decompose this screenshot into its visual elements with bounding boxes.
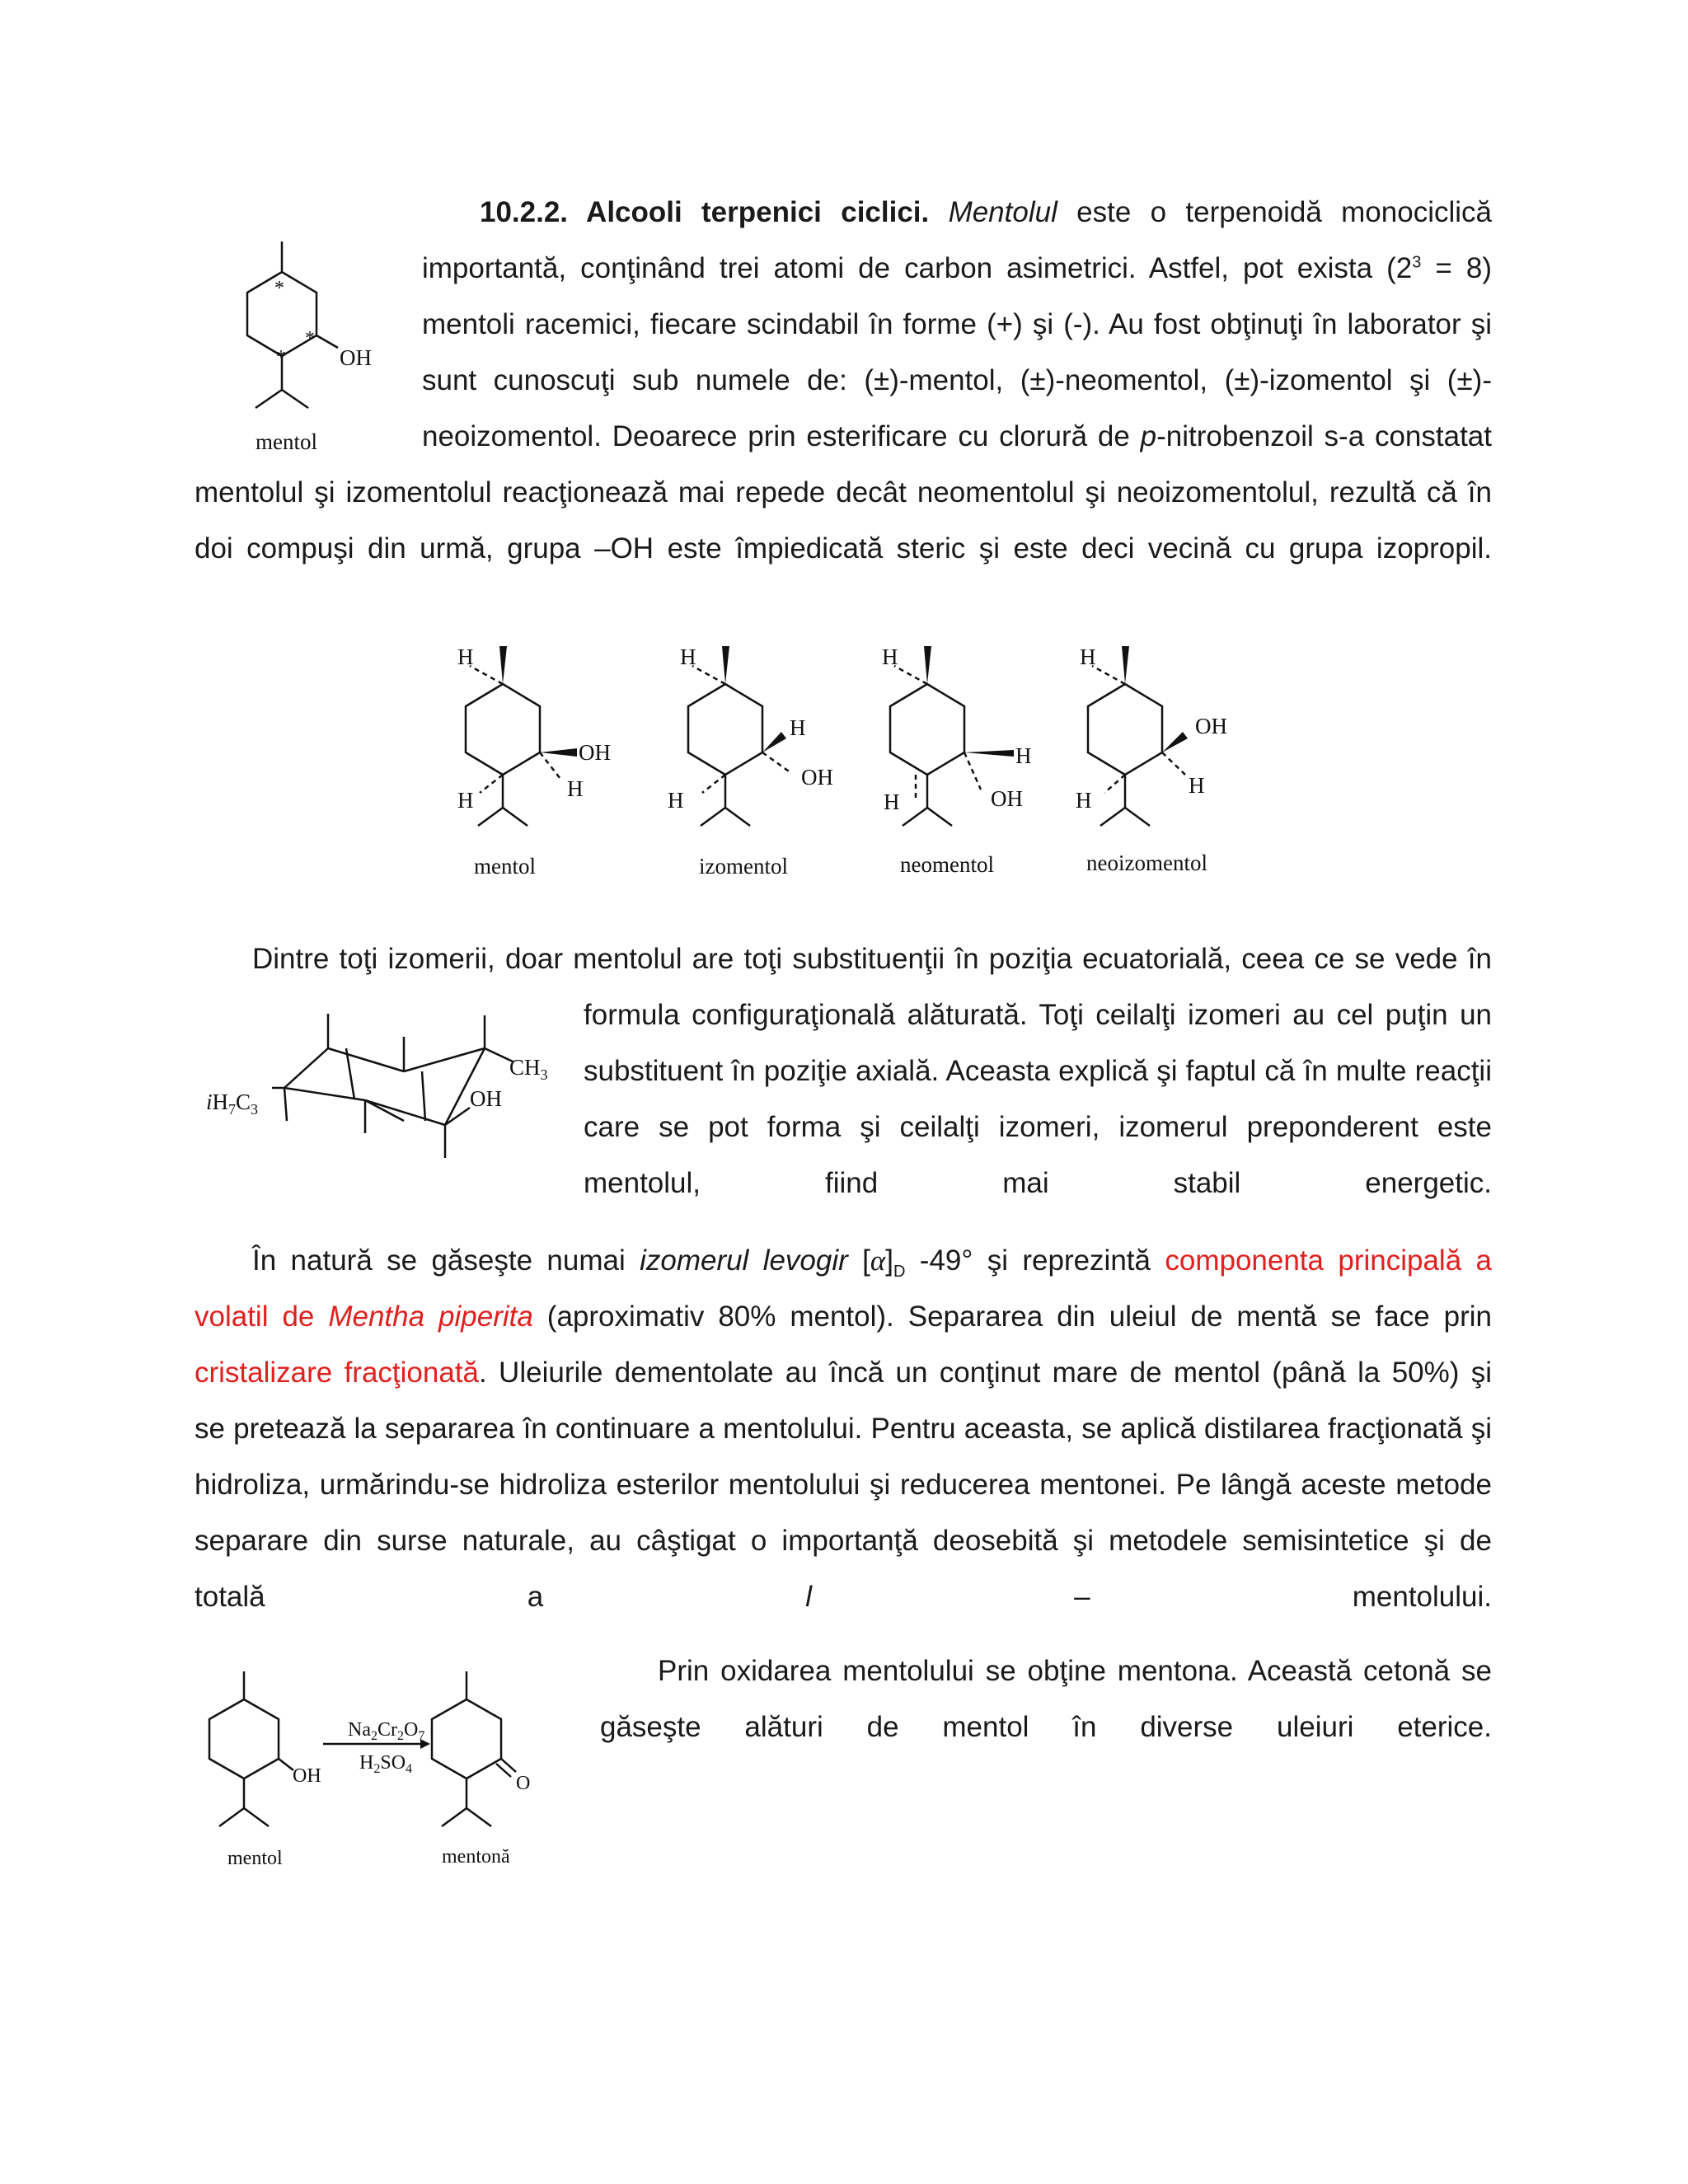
oh-label: OH (801, 765, 833, 790)
paragraph-line: mentolul, fiind mai stabil energetic. (584, 1167, 1492, 1199)
asterisk-mark: * (305, 328, 315, 349)
oh-label: OH (991, 786, 1023, 811)
paragraph-line: se pretează la separarea în continuare a mentolului. Pentru aceasta, se aplică distilarea fracţionată şi (195, 1413, 1492, 1445)
mentol-isomer (457, 644, 611, 879)
paragraph-line (422, 185, 1492, 241)
paragraph-line: separare din surse naturale, au câştigat o importanţă deosebită şi metodele semisintetice şi de (195, 1525, 1492, 1557)
o-label: O (516, 1773, 531, 1794)
text-run: importantă, conţinând trei atomi de carbon asimetrici. Astfel, pot exista (2 (422, 252, 1413, 284)
menthol-structure-figure (223, 235, 387, 474)
paragraph-line: hidroliza, urmărindu-se hidroliza esterilor mentolului şi reducerea mentonei. Pe lângă aceste metode (195, 1469, 1492, 1501)
text-run: = 8) (1435, 252, 1492, 284)
section-heading: 10.2.2. Alcooli terpenici ciclici. (480, 196, 930, 228)
reagent-bottom: $H_2SO_4$ (359, 1752, 413, 1776)
ch3-label: $CH_3$ (509, 1055, 548, 1083)
h-label: H (457, 788, 474, 813)
highlight-red: cristalizare fracţionată (195, 1357, 480, 1389)
paragraph-4 (600, 1643, 1492, 1755)
stereoisomers-figure (445, 635, 1253, 890)
paragraph-line (195, 1345, 1492, 1401)
oh-label: OH (579, 740, 611, 765)
paragraph-line (195, 1569, 1492, 1625)
term-mentolul: Mentolul (948, 196, 1057, 228)
oxidation-reaction-figure (198, 1657, 577, 1887)
h-label: H (790, 715, 806, 740)
highlight-red: componenta principală a (1165, 1244, 1492, 1277)
paragraph-line: formula configuraţională alăturată. Toţi ceilalţi izomeri au cel puţin un (584, 999, 1492, 1031)
isomer-caption: neomentol (900, 852, 994, 877)
h-label: H (1015, 743, 1032, 768)
h-label: H (1080, 644, 1096, 669)
product-caption: mentonă (442, 1846, 510, 1868)
text-run: totală a (195, 1581, 806, 1613)
text-run: [ (847, 1244, 870, 1277)
highlight-red-italic: Mentha piperita (328, 1301, 533, 1333)
h-label: H (884, 790, 900, 814)
paragraph-line: care se pot forma şi ceilalţi izomeri, izomerul preponderent este (584, 1111, 1492, 1143)
paragraph-line: substituent în poziţie axială. Aceasta explică şi faptul că în multe reacţii (584, 1055, 1492, 1087)
paragraph-line: mentoli racemici, fiecare scindabil în forme (+) şi (-). Au fost obţinuţi în laborator şi (422, 308, 1492, 340)
text-run: neoizomentol. Deoarece prin esterificare cu clorură de (422, 420, 1141, 452)
oh-label: OH (470, 1086, 502, 1111)
paragraph-3 (195, 1233, 1492, 1625)
subscript: D (893, 1263, 906, 1281)
text-run: (aproximativ 80% mentol). Separarea din uleiul de mentă se face prin (532, 1301, 1492, 1333)
oh-label: OH (1195, 714, 1227, 738)
chair-conformation-figure (198, 1005, 560, 1170)
italic-run: izomerul levogir (640, 1244, 848, 1277)
asterisk-mark: * (276, 347, 286, 368)
oh-label: OH (293, 1765, 321, 1787)
h-label: H (457, 644, 474, 669)
paragraph-line: Dintre toţi izomerii, doar mentolul are toţi substituenţii în poziţia ecuatorială, ceea ce se vede în (252, 943, 1492, 975)
h-label: H (668, 788, 684, 813)
alpha-symbol: α (870, 1244, 886, 1277)
superscript: 3 (1412, 253, 1422, 272)
h-label: H (1189, 773, 1205, 798)
section-paragraph-1 (422, 185, 1492, 465)
h-label: H (680, 644, 696, 669)
paragraph-line: doi compuşi din urmă, grupa –OH este împiedicată steric şi este deci vecină cu grupa izopropil. (195, 532, 1492, 565)
section-paragraph-1-cont (195, 465, 1492, 577)
paragraph-line: Prin oxidarea mentolului se obţine mentona. Această cetonă se (658, 1655, 1492, 1687)
isomer-caption: izomentol (699, 854, 788, 879)
text-run: ] (885, 1244, 893, 1277)
paragraph-line: sunt cunoscuţi sub numele de: (±)-mentol, (±)-neomentol, (±)-izomentol şi (±)- (422, 364, 1492, 396)
paragraph-line (195, 1233, 1492, 1289)
isopropyl-label: $iH_7C_3$ (206, 1090, 259, 1118)
paragraph-line: găseşte alături de mentol în diverse uleiuri eterice. (600, 1711, 1492, 1743)
isomer-caption: neoizomentol (1086, 851, 1207, 875)
h-label: H (1076, 788, 1092, 813)
isomer-caption: mentol (474, 854, 536, 879)
paragraph-line (195, 1289, 1492, 1345)
h-label: H (567, 776, 584, 801)
izomentol-isomer (668, 644, 833, 879)
italic-p: p (1140, 420, 1157, 452)
asterisk-mark: * (274, 278, 284, 299)
text-run: În natură se găseşte numai (252, 1244, 640, 1277)
text-run: este o terpenoidă monociclică (1057, 196, 1492, 228)
paragraph-line: mentolul şi izomentolul reacţionează mai repede decât neomentolul şi neoizomentolul, rezultă că în (195, 476, 1492, 509)
h-label: H (882, 644, 898, 669)
highlight-red: volatil de (195, 1301, 329, 1333)
oh-label: OH (340, 345, 372, 370)
paragraph-line (422, 241, 1492, 297)
figure-caption: mentol (256, 429, 317, 454)
italic-run: l (805, 1581, 813, 1613)
reagent-top: $Na_2Cr_2O_7$ (348, 1719, 425, 1743)
paragraph-2-first-line (195, 931, 1492, 987)
paragraph-line (422, 409, 1492, 465)
text-run: -nitrobenzoil s-a constatat (1156, 420, 1492, 452)
neomentol-isomer (882, 644, 1032, 877)
text-run: -49° şi reprezintă (905, 1244, 1165, 1277)
neoizomentol-isomer (1076, 644, 1227, 875)
paragraph-2-wrap (584, 987, 1492, 1212)
text-run: . Uleiurile dementolate au încă un conţinut mare de mentol (până la 50%) şi (479, 1357, 1492, 1389)
reactant-caption: mentol (227, 1848, 283, 1869)
text-run: – mentolului. (812, 1581, 1492, 1613)
